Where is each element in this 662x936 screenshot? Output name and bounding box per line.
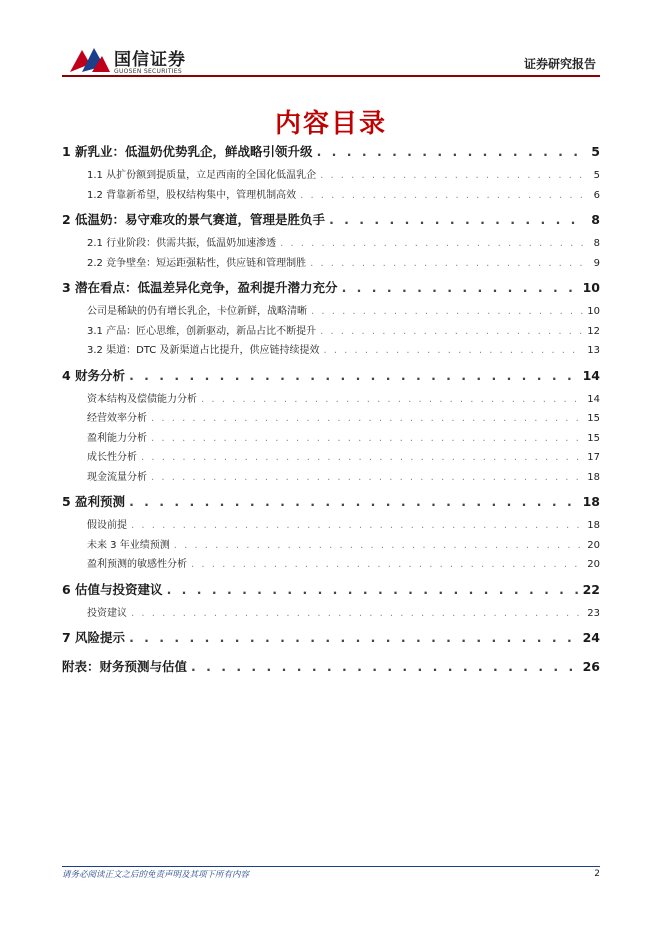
toc-leader-dots (310, 254, 590, 274)
toc-subsection-link[interactable] (62, 604, 600, 624)
page-header (0, 0, 662, 82)
toc-subsection-link[interactable] (62, 254, 600, 274)
toc-subsection-link[interactable] (62, 429, 600, 449)
toc-entry-title: 3.1 产品：匠心思维，创新驱动，新品占比不断提升 (87, 325, 317, 337)
toc-leader-dots (129, 487, 579, 516)
toc-leader-dots (129, 361, 579, 390)
toc-page-number: 18 (582, 494, 600, 509)
toc-subsection-link[interactable] (62, 468, 600, 488)
toc-leader-dots (151, 409, 583, 429)
toc-subsection-link[interactable] (62, 341, 600, 361)
toc-leader-dots (151, 429, 583, 449)
toc-leader-dots (141, 448, 583, 468)
toc-page-number: 8 (593, 238, 600, 249)
toc-page-number: 15 (587, 413, 600, 424)
page-number: 2 (594, 869, 600, 879)
toc-page-number: 23 (587, 607, 600, 619)
toc-subsection-link[interactable] (62, 166, 600, 186)
toc-subsection-link[interactable] (62, 516, 600, 536)
toc-title: 内容目录 (274, 109, 387, 139)
toc-entry-title: 7 风险提示 (62, 630, 126, 645)
toc-leader-dots (129, 623, 579, 652)
toc-section-link[interactable] (62, 205, 600, 234)
toc-leader-dots (329, 205, 587, 234)
toc-subsection-link[interactable] (62, 448, 600, 468)
toc-leader-dots (201, 390, 583, 410)
toc-entry-title: 附表：财务预测与估值 (62, 659, 188, 674)
toc-entry-title: 1.2 背靠新希望，股权结构集中，管理机制高效 (87, 189, 297, 201)
toc-entry-title: 资本结构及偿债能力分析 (87, 393, 197, 405)
toc-page-number: 5 (591, 144, 600, 159)
toc-entry-title: 5 盈利预测 (62, 494, 126, 509)
toc-page-number: 10 (582, 280, 600, 295)
toc-page-number: 17 (587, 452, 600, 463)
toc-leader-dots (320, 322, 583, 342)
toc-entry-title: 1 新乳业：低温奶优势乳企，鲜战略引领升级 (62, 144, 313, 159)
toc-leader-dots (317, 137, 588, 166)
toc-leader-dots (131, 516, 583, 536)
toc-page-number: 15 (587, 432, 600, 444)
toc-entry-title: 3 潜在看点：低温差异化竞争，盈利提升潜力充分 (62, 280, 338, 295)
toc-entry-title: 2.2 竞争壁垒：短运距强粘性，供应链和管理制胜 (87, 257, 307, 269)
toc-section-link[interactable] (62, 575, 600, 604)
toc-leader-dots (191, 652, 579, 681)
toc-entry-title: 投资建议 (87, 607, 127, 619)
toc-leader-dots (191, 555, 583, 575)
toc-page-number: 12 (587, 325, 600, 337)
toc-leader-dots (167, 575, 579, 604)
toc-entry-title: 2 低温奶：易守难攻的景气赛道，管理是胜负手 (62, 212, 326, 227)
toc-leader-dots (320, 166, 590, 186)
toc-subsection-link[interactable] (62, 322, 600, 342)
toc-leader-dots (300, 186, 590, 206)
toc-page-number: 18 (587, 520, 600, 531)
toc-page-number: 9 (593, 257, 600, 269)
toc-subsection-link[interactable] (62, 234, 600, 254)
toc-subsection-link[interactable] (62, 390, 600, 410)
report-type-label: 证券研究报告 (523, 57, 596, 71)
toc-page-number: 14 (582, 367, 600, 383)
toc-subsection-link[interactable] (62, 555, 600, 575)
table-of-contents (62, 137, 600, 681)
toc-page-number: 24 (582, 630, 600, 645)
toc-page-number: 13 (587, 345, 600, 356)
toc-page-number: 5 (593, 170, 600, 181)
toc-page-number: 18 (587, 471, 600, 483)
toc-leader-dots (151, 468, 583, 488)
toc-entry-title: 盈利能力分析 (87, 432, 147, 444)
toc-entry-title: 6 估值与投资建议 (62, 581, 163, 597)
toc-page-number: 14 (587, 393, 600, 405)
toc-entry-title: 4 财务分析 (62, 367, 126, 383)
toc-page-number: 20 (587, 559, 600, 570)
toc-entry-title: 成长性分析 (87, 452, 137, 463)
guosen-logo-icon (68, 44, 112, 76)
toc-entry-title: 假设前提 (87, 520, 127, 531)
toc-entry-title: 经营效率分析 (87, 413, 147, 424)
toc-section-link[interactable] (62, 273, 600, 302)
toc-entry-title: 未来 3 年业绩预测 (87, 539, 170, 551)
toc-entry-title: 盈利预测的敏感性分析 (87, 559, 187, 570)
toc-section-link[interactable] (62, 652, 600, 681)
toc-page-number: 22 (582, 581, 600, 597)
toc-entry-title: 3.2 渠道：DTC 及新渠道占比提升，供应链持续提效 (87, 345, 320, 356)
footer-divider (62, 866, 600, 867)
toc-leader-dots (311, 302, 583, 322)
disclaimer-note: 请务必阅读正文之后的免责声明及其项下所有内容 (62, 870, 250, 880)
toc-entry-title: 公司是稀缺的仍有增长乳企，卡位新鲜，战略清晰 (87, 306, 307, 317)
logo-english-name: GUOSEN SECURITIES (114, 68, 183, 75)
toc-section-link[interactable] (62, 361, 600, 390)
toc-leader-dots (323, 341, 583, 361)
toc-page-number: 20 (587, 539, 600, 551)
header-divider (62, 75, 600, 77)
toc-leader-dots (342, 273, 579, 302)
toc-leader-dots (131, 604, 583, 624)
toc-leader-dots (174, 536, 584, 556)
toc-subsection-link[interactable] (62, 409, 600, 429)
toc-page-number: 6 (593, 189, 600, 201)
toc-section-link[interactable] (62, 487, 600, 516)
toc-subsection-link[interactable] (62, 302, 600, 322)
toc-entry-title: 现金流量分析 (87, 471, 147, 483)
toc-subsection-link[interactable] (62, 186, 600, 206)
toc-page-number: 10 (587, 306, 600, 317)
toc-page-number: 26 (582, 659, 600, 674)
toc-section-link[interactable] (62, 623, 600, 652)
toc-subsection-link[interactable] (62, 536, 600, 556)
toc-entry-title: 1.1 从扩份额到提质量，立足西南的全国化低温乳企 (87, 170, 317, 181)
toc-entry-title: 2.1 行业阶段：供需共振，低温奶加速渗透 (87, 238, 277, 249)
toc-leader-dots (280, 234, 590, 254)
logo-chinese-name: 国信证券 (114, 50, 186, 70)
toc-page-number: 8 (591, 212, 600, 227)
toc-section-link[interactable] (62, 137, 600, 166)
